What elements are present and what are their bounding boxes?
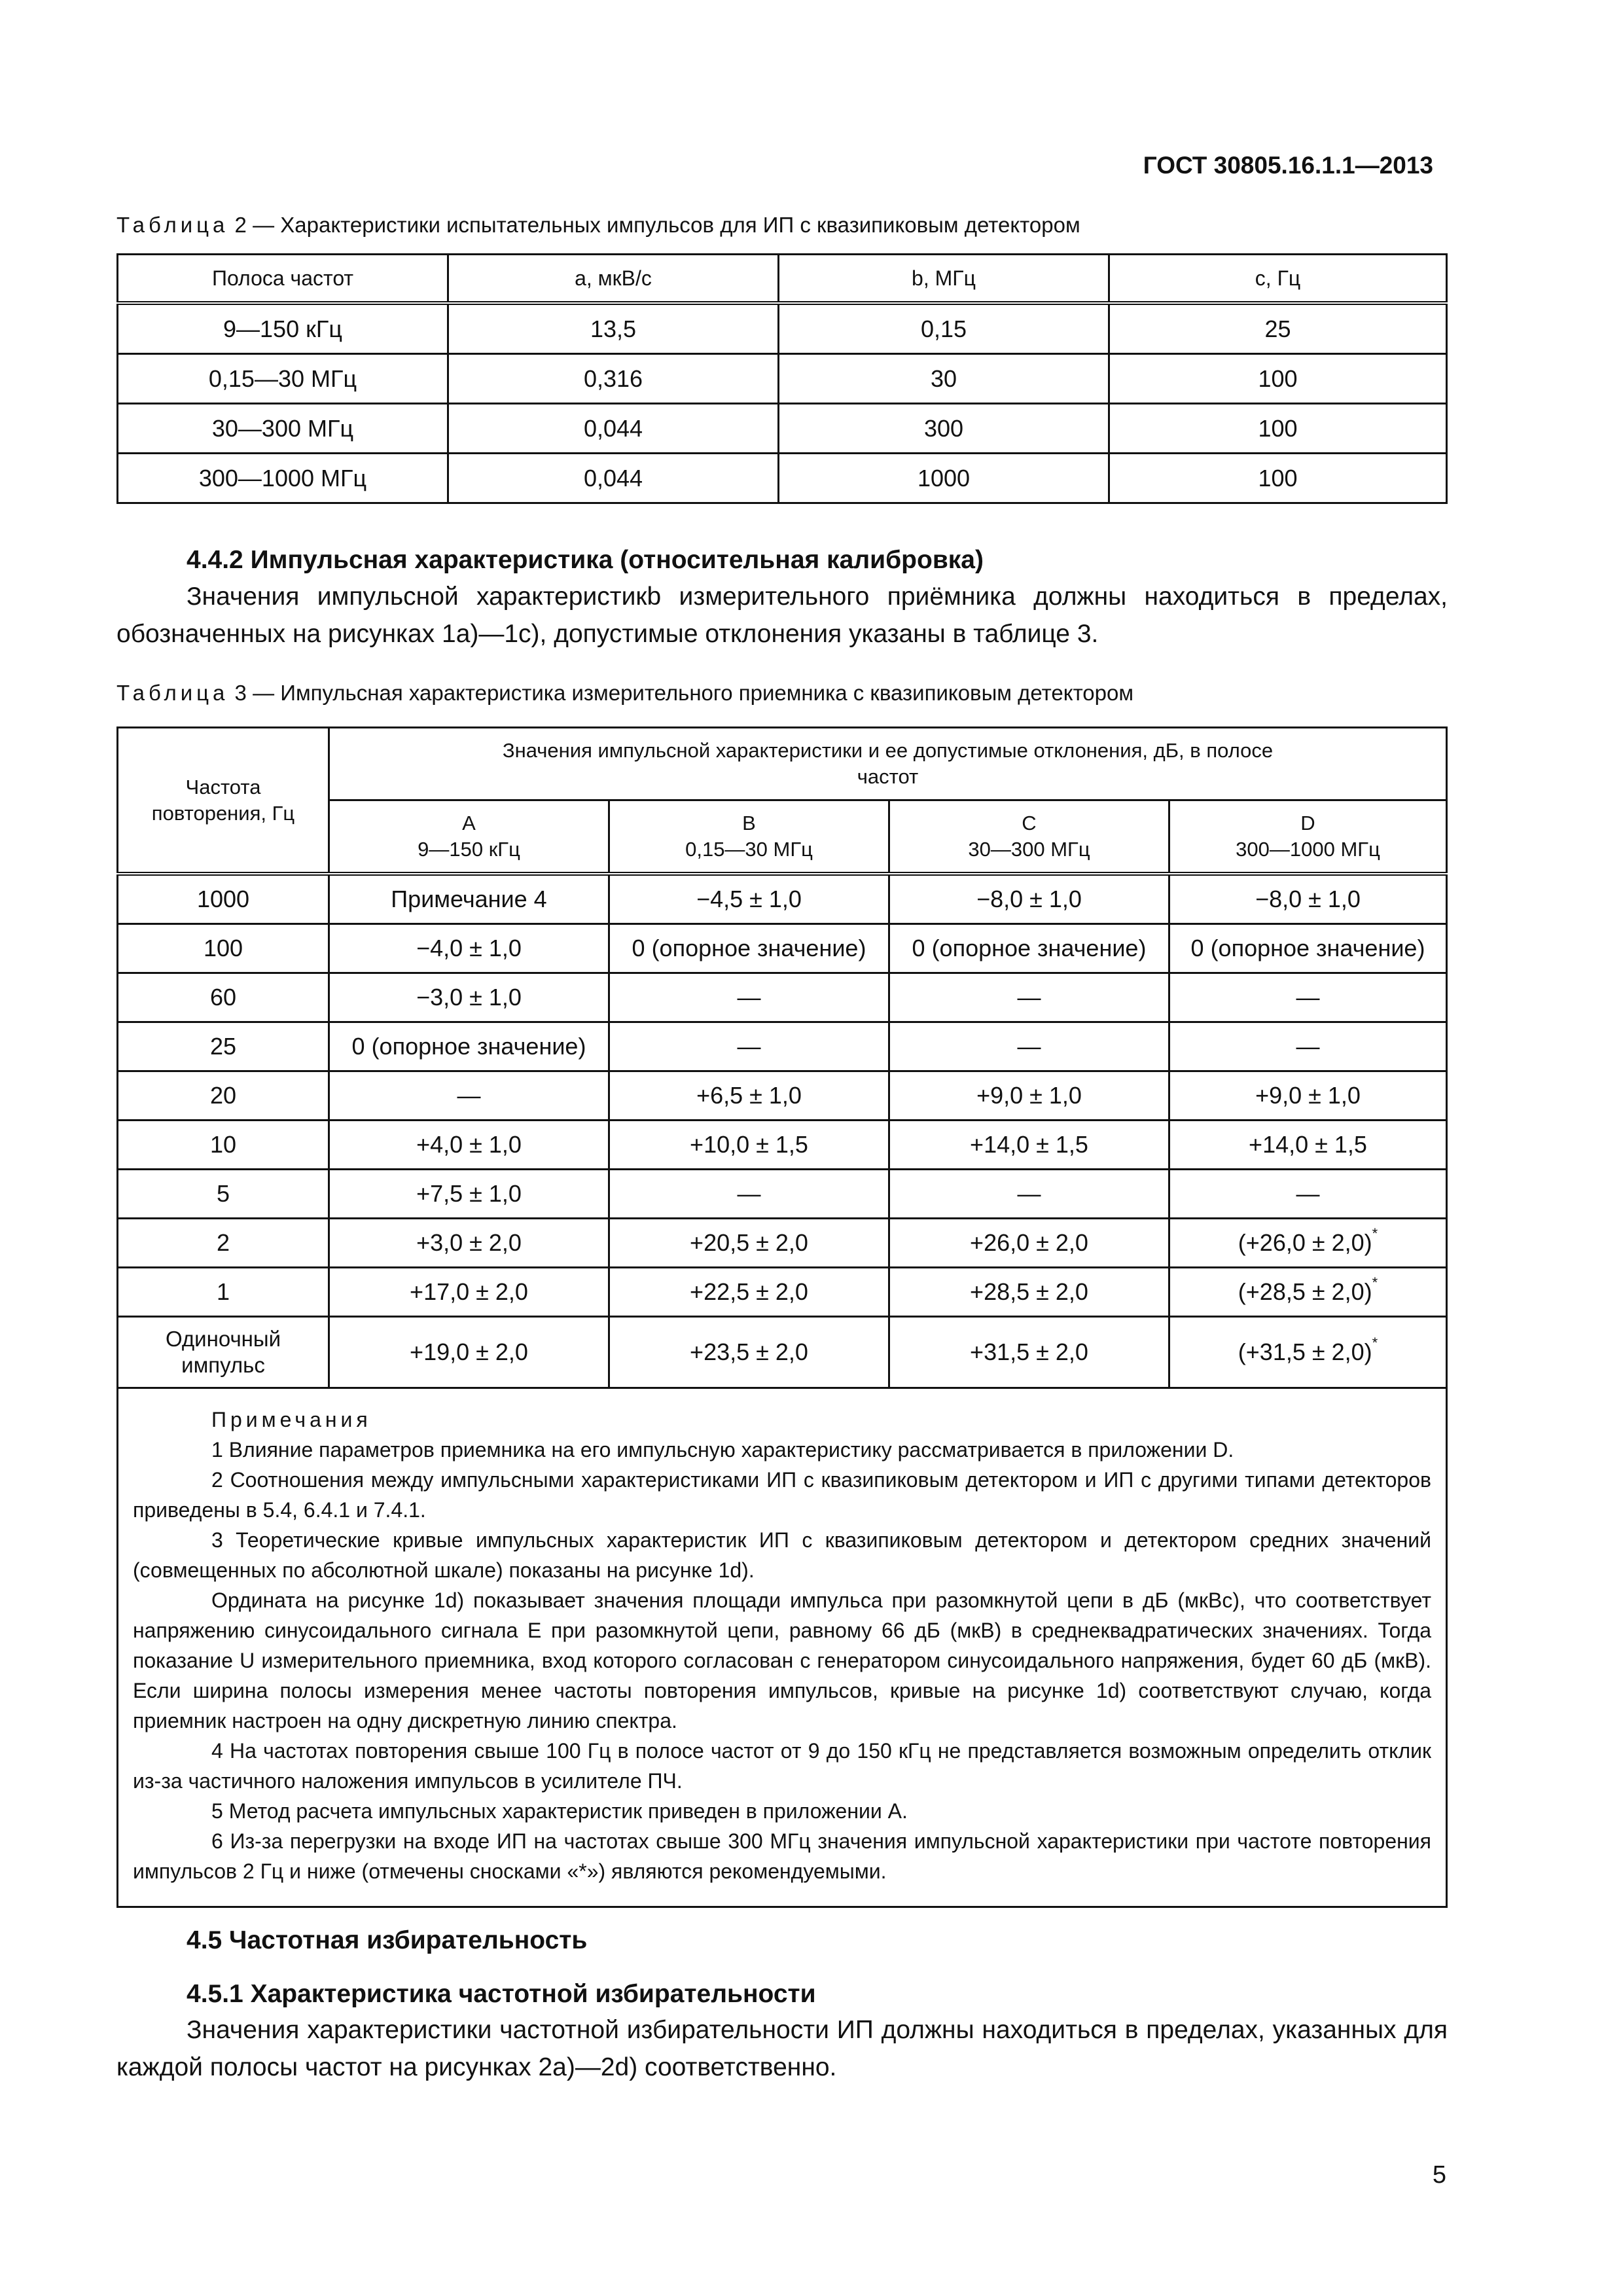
band-header-b	[609, 800, 889, 874]
table-row	[118, 1121, 1447, 1170]
freq-cell: Одиночный импульс	[118, 1317, 329, 1388]
table-cell: 9—150 кГц	[118, 303, 448, 354]
table-cell: 0,15—30 МГц	[118, 354, 448, 404]
notes-title: Примечания	[211, 1408, 372, 1431]
cell-value: (+26,0 ± 2,0)	[1238, 1229, 1372, 1256]
table3-header-row	[118, 728, 1447, 800]
document-header: ГОСТ 30805.16.1.1—2013	[1143, 152, 1433, 179]
note-item: 1 Влияние параметров приемника на его импульсную характеристику рассматривается в приложении D.	[211, 1438, 1234, 1462]
table-cell: +9,0 ± 1,0	[1169, 1071, 1447, 1121]
table-cell: +19,0 ± 2,0	[329, 1317, 609, 1388]
band-header-a	[329, 800, 609, 874]
freq-cell: 60	[118, 973, 329, 1022]
table3-notes	[118, 1388, 1447, 1907]
paragraph-text: Значения характеристики частотной избирательности ИП должны находиться в пределах, указанных для каждой полосы частот на рисунках 2a)—2d) соответственно.	[116, 2016, 1448, 2081]
table-cell: +3,0 ± 2,0	[329, 1219, 609, 1268]
section-4-4-2-paragraph	[116, 578, 1448, 653]
table-cell: −4,0 ± 1,0	[329, 924, 609, 973]
band-letter: B	[742, 812, 756, 834]
table-cell: +9,0 ± 1,0	[889, 1071, 1169, 1121]
table3-caption-label: Таблица	[116, 681, 229, 705]
table-row	[118, 924, 1447, 973]
table-row	[118, 1317, 1447, 1388]
table-cell: 300	[779, 404, 1109, 454]
table-row	[118, 973, 1447, 1022]
table3-group-header: Значения импульсной характеристики и ее допустимые отклонения, дБ, в полосе частот	[329, 728, 1447, 800]
table2-header-cell: Полоса частот	[118, 255, 448, 304]
table-cell: 300—1000 МГц	[118, 454, 448, 503]
table-cell: —	[609, 1022, 889, 1071]
band-letter: D	[1300, 812, 1315, 834]
table-cell: 0 (опорное значение)	[889, 924, 1169, 973]
table-row	[118, 354, 1447, 404]
table-cell: 30	[779, 354, 1109, 404]
note-item: 4 На частотах повторения свыше 100 Гц в полосе частот от 9 до 150 кГц не представляется возможным определить отклик из-за частичного наложения импульсов в усилителе ПЧ.	[133, 1739, 1431, 1793]
table2-caption-text: 2 — Характеристики испытательных импульсов для ИП с квазипиковым детектором	[228, 213, 1080, 237]
table-row	[118, 404, 1447, 454]
table2-header-cell: a, мкВ/с	[448, 255, 779, 304]
table-cell	[1169, 1317, 1447, 1388]
section-4-5-title: 4.5 Частотная избирательность	[187, 1926, 588, 1954]
section-4-5-1-title: 4.5.1 Характеристика частотной избирательности	[187, 1980, 816, 2008]
table-row	[118, 1268, 1447, 1317]
page-number: 5	[1432, 2161, 1446, 2189]
footnote-mark: *	[1372, 1274, 1378, 1291]
table-cell: +31,5 ± 2,0	[889, 1317, 1169, 1388]
table-cell: 100	[1109, 354, 1447, 404]
freq-cell: 20	[118, 1071, 329, 1121]
table-cell: +10,0 ± 1,5	[609, 1121, 889, 1170]
note-item: Ордината на рисунке 1d) показывает значения площади импульса при разомкнутой цепи в дБ (мкВс), что соответствует напряжению синусоидального сигнала E при разомкнутой цепи, равному 66 дБ (мкВ) в среднеквадратических значениях. Тогда показание U измерительного приемника, вход которого согласован с генератором синусоидального напряжения, будет 60 дБ (мкВ). Если ширина полосы измерения менее частоты повторения импульсов, кривые на рисунке 1d) соответствуют случаю, когда приемник настроен на одну дискретную линию спектра.	[133, 1588, 1431, 1732]
table2-header-cell: c, Гц	[1109, 255, 1447, 304]
table-cell: 25	[1109, 303, 1447, 354]
table-cell: +14,0 ± 1,5	[889, 1121, 1169, 1170]
table-cell: +4,0 ± 1,0	[329, 1121, 609, 1170]
table-cell	[1169, 1268, 1447, 1317]
table-cell: −4,5 ± 1,0	[609, 874, 889, 924]
table-cell: —	[609, 1170, 889, 1219]
table-cell: 0,044	[448, 404, 779, 454]
note-item: 6 Из-за перегрузки на входе ИП на частотах свыше 300 МГц значения импульсной характеристики при частоте повторения импульсов 2 Гц и ниже (отмечены сносками «*») являются рекомендуемыми.	[133, 1829, 1431, 1883]
footnote-mark: *	[1372, 1335, 1378, 1351]
note-item: 5 Метод расчета импульсных характеристик приведен в приложении A.	[211, 1799, 908, 1823]
band-letter: C	[1022, 812, 1037, 834]
band-header-d	[1169, 800, 1447, 874]
note-item: 2 Соотношения между импульсными характеристиками ИП с квазипиковым детектором и ИП с другими типами детекторов приведены в 5.4, 6.4.1 и 7.4.1.	[133, 1468, 1431, 1522]
table3-notes-row	[118, 1388, 1447, 1907]
band-range: 0,15—30 МГц	[685, 838, 813, 861]
table3-caption	[116, 681, 1133, 706]
table3	[116, 726, 1448, 1908]
paragraph-text: Значения импульсной характеристикb измерительного приёмника должны находиться в пределах, обозначенных на рисунках 1a)—1c), допустимые отклонения указаны в таблице 3.	[116, 583, 1448, 648]
section-4-5-1-paragraph	[116, 2011, 1448, 2086]
freq-cell: 10	[118, 1121, 329, 1170]
table2-header-cell: b, МГц	[779, 255, 1109, 304]
table-cell: +6,5 ± 1,0	[609, 1071, 889, 1121]
cell-value: (+31,5 ± 2,0)	[1238, 1338, 1372, 1365]
band-range: 9—150 кГц	[418, 838, 520, 861]
band-header-c	[889, 800, 1169, 874]
table-cell: 100	[1109, 404, 1447, 454]
table-cell: −3,0 ± 1,0	[329, 973, 609, 1022]
table-row	[118, 1071, 1447, 1121]
freq-cell: 25	[118, 1022, 329, 1071]
table-row	[118, 874, 1447, 924]
freq-cell: 5	[118, 1170, 329, 1219]
table-cell: +7,5 ± 1,0	[329, 1170, 609, 1219]
table-cell: 0 (опорное значение)	[329, 1022, 609, 1071]
table-cell: 0,044	[448, 454, 779, 503]
table-cell: −8,0 ± 1,0	[1169, 874, 1447, 924]
table-cell: +14,0 ± 1,5	[1169, 1121, 1447, 1170]
note-item: 3 Теоретические кривые импульсных характеристик ИП с квазипиковым детектором и детектором средних значений (совмещенных по абсолютной шкале) показаны на рисунке 1d).	[133, 1528, 1431, 1582]
table-cell: +26,0 ± 2,0	[889, 1219, 1169, 1268]
table2-caption	[116, 213, 1080, 238]
table2	[116, 253, 1448, 504]
section-4-4-2-title: 4.4.2 Импульсная характеристика (относительная калибровка)	[187, 546, 984, 574]
table-cell: 0 (опорное значение)	[609, 924, 889, 973]
table-cell: —	[1169, 1022, 1447, 1071]
table2-header-row	[118, 255, 1447, 304]
table-row	[118, 1170, 1447, 1219]
table-row	[118, 1219, 1447, 1268]
table-cell: 0,316	[448, 354, 779, 404]
table-cell: −8,0 ± 1,0	[889, 874, 1169, 924]
table-cell: 1000	[779, 454, 1109, 503]
table-cell: —	[1169, 973, 1447, 1022]
table-row	[118, 1022, 1447, 1071]
footnote-mark: *	[1372, 1225, 1378, 1242]
table-cell: —	[609, 973, 889, 1022]
table-cell: 0 (опорное значение)	[1169, 924, 1447, 973]
table-cell: Примечание 4	[329, 874, 609, 924]
table-cell	[1169, 1219, 1447, 1268]
table-cell: +20,5 ± 2,0	[609, 1219, 889, 1268]
table-cell: —	[1169, 1170, 1447, 1219]
freq-cell: 1000	[118, 874, 329, 924]
table-row	[118, 303, 1447, 354]
band-range: 300—1000 МГц	[1236, 838, 1380, 861]
table-cell: +22,5 ± 2,0	[609, 1268, 889, 1317]
table-cell: +17,0 ± 2,0	[329, 1268, 609, 1317]
table-cell: 30—300 МГц	[118, 404, 448, 454]
table-cell: —	[889, 973, 1169, 1022]
band-letter: A	[462, 812, 476, 834]
table-cell: —	[889, 1022, 1169, 1071]
freq-cell: 2	[118, 1219, 329, 1268]
table-cell: 13,5	[448, 303, 779, 354]
table3-caption-text: 3 — Импульсная характеристика измерительного приемника с квазипиковым детектором	[228, 681, 1134, 705]
freq-cell: 1	[118, 1268, 329, 1317]
table-cell: +28,5 ± 2,0	[889, 1268, 1169, 1317]
table-cell: +23,5 ± 2,0	[609, 1317, 889, 1388]
table2-caption-label: Таблица	[116, 213, 229, 237]
table-row	[118, 454, 1447, 503]
band-range: 30—300 МГц	[968, 838, 1090, 861]
table-cell: 0,15	[779, 303, 1109, 354]
table-cell: 100	[1109, 454, 1447, 503]
freq-cell: 100	[118, 924, 329, 973]
table-cell: —	[329, 1071, 609, 1121]
table-cell: —	[889, 1170, 1169, 1219]
table3-freq-header: Частота повторения, Гц	[118, 728, 329, 874]
cell-value: (+28,5 ± 2,0)	[1238, 1278, 1372, 1305]
